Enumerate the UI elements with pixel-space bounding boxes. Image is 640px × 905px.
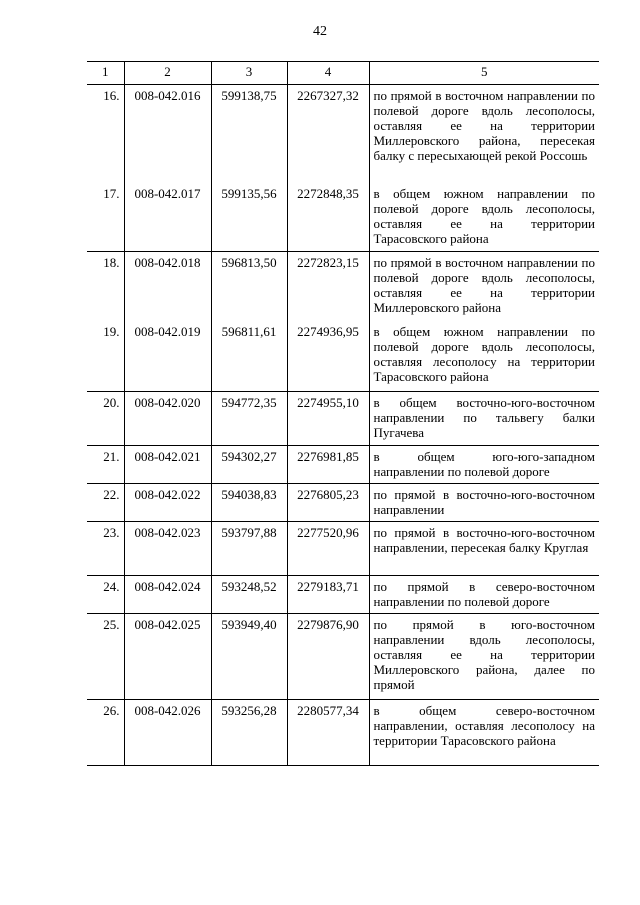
coord-y: 2274955,10 (287, 392, 369, 446)
point-id: 008-042.023 (124, 522, 211, 576)
coord-x: 596811,61 (211, 321, 287, 392)
row-number: 21. (87, 446, 124, 484)
row-number: 22. (87, 484, 124, 522)
table-row (87, 392, 599, 446)
row-number: 20. (87, 392, 124, 446)
table-header (87, 62, 599, 85)
boundary-coordinates-table (87, 61, 599, 766)
point-id: 008-042.020 (124, 392, 211, 446)
header-col-1: 1 (87, 62, 124, 85)
coord-y: 2272823,15 (287, 252, 369, 321)
boundary-description: по прямой в восточно-юго-восточном направлении, пересекая балку Круглая (369, 522, 599, 576)
coord-x: 593949,40 (211, 614, 287, 700)
header-col-5: 5 (369, 62, 599, 85)
coord-x: 599138,75 (211, 85, 287, 183)
table-row (87, 614, 599, 700)
boundary-description: по прямой в северо-восточном направлении по полевой дороге (369, 576, 599, 614)
coord-x: 594772,35 (211, 392, 287, 446)
boundary-description: по прямой в восточном направлении по полевой дороге вдоль лесополосы, оставляя ее на территории Миллеровского района, пересекая балку с пересыхающей рекой Россошь (373, 88, 595, 163)
coord-x: 599135,56 (211, 183, 287, 252)
table-row (87, 576, 599, 614)
row-number: 23. (87, 522, 124, 576)
point-id: 008-042.019 (124, 321, 211, 392)
coord-y: 2280577,34 (287, 700, 369, 766)
row-number: 18. (87, 252, 124, 321)
coord-y: 2277520,96 (287, 522, 369, 576)
row-number: 24. (87, 576, 124, 614)
point-id: 008-042.025 (124, 614, 211, 700)
coord-y: 2267327,32 (287, 85, 369, 183)
point-id: 008-042.024 (124, 576, 211, 614)
coord-y: 2276981,85 (287, 446, 369, 484)
point-id: 008-042.021 (124, 446, 211, 484)
table-row (87, 700, 599, 766)
coord-y: 2272848,35 (287, 183, 369, 252)
coord-x: 594038,83 (211, 484, 287, 522)
boundary-description: в общем восточно-юго-восточном направлении по тальвегу балки Пугачева (369, 392, 599, 446)
boundary-description: в общем юго-юго-западном направлении по полевой дороге (369, 446, 599, 484)
table-row (87, 446, 599, 484)
table-row (87, 252, 599, 321)
boundary-description: в общем южном направлении по полевой дороге вдоль лесополосы, оставляя ее на территории Тарасовского района (369, 183, 599, 252)
row-number: 16. (87, 85, 124, 183)
header-col-4: 4 (287, 62, 369, 85)
point-id: 008-042.026 (124, 700, 211, 766)
header-col-2: 2 (124, 62, 211, 85)
row-number: 25. (87, 614, 124, 700)
point-id: 008-042.017 (124, 183, 211, 252)
coord-y: 2274936,95 (287, 321, 369, 392)
coord-y: 2279183,71 (287, 576, 369, 614)
header-row (87, 62, 599, 85)
point-id: 008-042.022 (124, 484, 211, 522)
header-col-3: 3 (211, 62, 287, 85)
boundary-description: в общем северо-восточном направлении, оставляя лесополосу на территории Тарасовского района (369, 700, 599, 766)
coord-x: 593248,52 (211, 576, 287, 614)
coord-x: 594302,27 (211, 446, 287, 484)
table-body (87, 85, 599, 766)
table-row (87, 321, 599, 392)
row-number: 17. (87, 183, 124, 252)
boundary-description: по прямой в восточном направлении по полевой дороге вдоль лесополосы, оставляя ее на территории Миллеровского района (373, 255, 595, 315)
point-id: 008-042.018 (124, 252, 211, 321)
boundary-description: по прямой в восточно-юго-восточном направлении (369, 484, 599, 522)
table-row (87, 183, 599, 252)
boundary-description: по прямой в юго-восточном направлении вдоль лесополосы, оставляя ее на территории Миллеровского района, далее по прямой (369, 614, 599, 700)
point-id: 008-042.016 (124, 85, 211, 183)
table-row (87, 522, 599, 576)
coord-x: 596813,50 (211, 252, 287, 321)
boundary-description: в общем южном направлении по полевой дороге вдоль лесополосы, оставляя лесополосу на территории Тарасовского района (369, 321, 599, 392)
row-number: 26. (87, 700, 124, 766)
page-number: 42 (313, 24, 327, 39)
table-row (87, 484, 599, 522)
table-row (87, 85, 599, 183)
row-number: 19. (87, 321, 124, 392)
coord-x: 593797,88 (211, 522, 287, 576)
coord-x: 593256,28 (211, 700, 287, 766)
coord-y: 2276805,23 (287, 484, 369, 522)
coord-y: 2279876,90 (287, 614, 369, 700)
